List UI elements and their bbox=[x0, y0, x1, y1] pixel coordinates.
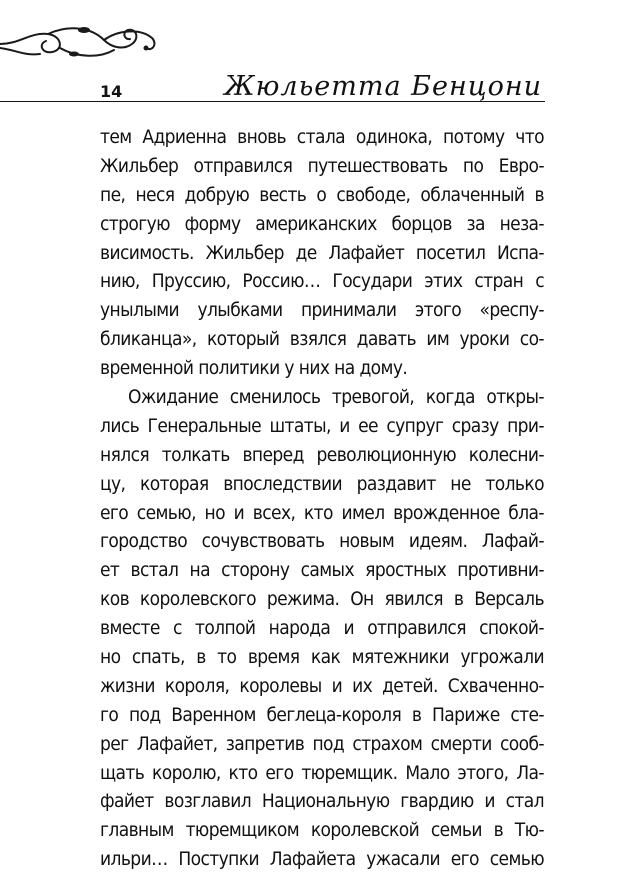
text-line: цу, которая впоследствии раздавит не только bbox=[100, 472, 544, 495]
text-line: его семью, но и всех, кто имел врожденное бла- bbox=[100, 501, 544, 524]
text-line: Ожидание сменилось тревогой, когда откры- bbox=[128, 386, 544, 409]
text-line: главным тюремщиком королевской семьи в Тю- bbox=[100, 819, 544, 842]
text-line: пе, неся добрую весть о свободе, облаченный в bbox=[100, 183, 544, 206]
text-line: тем Адриенна вновь стала одинока, потому что bbox=[100, 126, 544, 148]
text-line: нялся толкать вперед революционную колесни- bbox=[100, 443, 544, 466]
text-line: Жильбер отправился путешествовать по Евро- bbox=[100, 154, 544, 177]
page-number: 14 bbox=[100, 82, 123, 101]
text-line: рег Лафайет, запретив под страхом смерти сооб- bbox=[100, 732, 544, 755]
text-line: щать королю, кто его тюремщик. Мало этого, Ла- bbox=[100, 761, 544, 784]
running-head-title: Жюльетта Бенцони bbox=[224, 71, 542, 102]
text-line: бликанца», который взялся давать им уроки со- bbox=[100, 328, 544, 351]
text-line: жизни короля, королевы и их детей. Схваченно- bbox=[100, 674, 544, 697]
text-line: временной политики у них на дому. bbox=[100, 357, 408, 380]
paragraph bbox=[100, 383, 544, 874]
text-line: ет встал на сторону самых яростных противни- bbox=[100, 559, 544, 582]
text-line: висимость. Жильбер де Лафайет посетил Испа- bbox=[100, 241, 544, 264]
paragraph bbox=[100, 123, 544, 383]
text-line: нию, Пруссию, Россию… Государи этих стран с bbox=[100, 270, 544, 293]
text-line: строгую форму американских борцов за неза- bbox=[100, 212, 544, 235]
text-line: ильри… Поступки Лафайета ужасали его семью bbox=[100, 848, 544, 871]
text-line: лись Генеральные штаты, и ее супруг сразу при- bbox=[100, 414, 544, 437]
text-line: файет возглавил Национальную гвардию и стал bbox=[100, 790, 544, 813]
text-line: го под Варенном беглеца-короля в Париже сте- bbox=[100, 703, 544, 726]
text-line: вместе с толпой народа и отправился спокой- bbox=[100, 617, 544, 640]
text-line: городство сочувствовать новым идеям. Лафай- bbox=[100, 530, 544, 553]
text-line: унылыми улыбками принимали этого «респу- bbox=[100, 299, 544, 322]
text-body bbox=[100, 123, 544, 874]
text-line: ков королевского режима. Он явился в Версаль bbox=[100, 588, 544, 611]
text-line: но спать, в то время как мятежники угрожали bbox=[100, 646, 544, 669]
ornament-flourish-icon bbox=[0, 14, 160, 66]
header-rule bbox=[0, 101, 545, 102]
